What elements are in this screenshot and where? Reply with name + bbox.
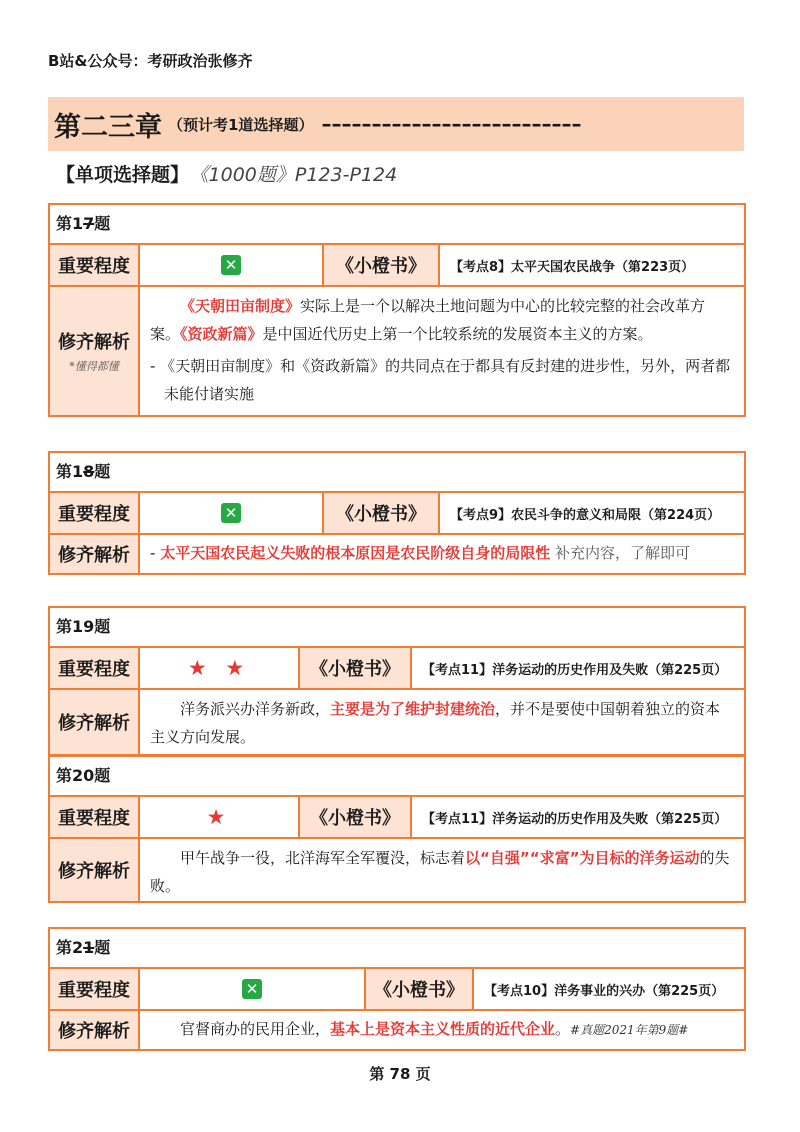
star-icon: ★ [206,805,232,829]
exam-tag: #真题2021年第9题# [570,1023,689,1037]
analysis-label: 修齐解析 *懂得都懂 [50,287,140,415]
analysis-text: 甲午战争一役，北洋海军全军覆没，标志着以“自强”“求富”为目标的洋务运动的失败。 [150,849,730,895]
importance-value [140,648,300,688]
analysis-text: 洋务派兴办洋务新政，主要是为了维护封建统治，并不是要使中国朝着独立的资本主义方向发展。 [150,700,721,746]
book-label: 《小橙书》 [366,969,474,1009]
importance-row [50,493,744,535]
question-title: 第17题 [50,205,744,245]
page-number: 第 78 页 [369,1065,431,1083]
topic-reference: 【考点10】洋务事业的兴办（第225页） [484,983,725,999]
importance-row [50,797,744,839]
analysis-text: 《天朝田亩制度》实际上是一个以解决土地问题为中心的比较完整的社会改革方案。《资政新篇》是中国近代历史上第一个比较系统的发展资本主义的方案。 - 《天朝田亩制度》和《资政新篇》的共同点在于都具有反封建的进步性，另外，两者都未能付诸实施 [150,297,731,403]
chapter-header [48,97,744,151]
cross-mark-icon: ✕ [221,255,241,275]
importance-value [140,245,324,285]
importance-label: 重要程度 [50,797,140,837]
star-icon: ★ ★ [187,656,251,680]
analysis-label: 修齐解析 [50,1011,140,1049]
importance-row [50,245,744,287]
question-20-block [48,755,746,903]
chapter-note: （预计考1道选择题） [168,115,314,134]
section-reference: 《1000题》P123-P124 [199,164,398,186]
importance-label: 重要程度 [50,493,140,533]
book-label: 《小橙书》 [300,797,412,837]
importance-label: 重要程度 [50,245,140,285]
source-header: B站&公众号：考研政治张修齐 [48,52,253,70]
topic-reference: 【考点8】太平天国农民战争（第223页） [450,259,695,275]
analysis-text: - 太平天国农民起义失败的根本原因是农民阶级自身的局限性 补充内容，了解即可 [150,544,690,562]
question-title: 第21题 [50,929,744,969]
question-title: 第20题 [50,757,744,797]
cross-mark-icon: ✕ [221,503,241,523]
importance-row [50,648,744,690]
analysis-label: 修齐解析 [50,839,140,901]
chapter-title: 第二三章 [54,111,162,143]
question-19-block [48,606,746,756]
importance-label: 重要程度 [50,969,140,1009]
topic-reference: 【考点11】洋务运动的历史作用及失败（第225页） [422,811,728,827]
importance-value [140,493,324,533]
section-heading [56,160,397,187]
importance-row [50,969,744,1011]
importance-value [140,797,300,837]
question-17-block [48,203,746,417]
analysis-label: 修齐解析 [50,535,140,573]
analysis-text: 官督商办的民用企业，基本上是资本主义性质的近代企业。#真题2021年第9题# [180,1020,689,1038]
analysis-row [50,287,744,415]
analysis-note: *懂得都懂 [69,360,119,373]
question-title: 第19题 [50,608,744,648]
chapter-dash-line: –––––––––––––––––––––––––– [321,112,582,136]
topic-reference: 【考点11】洋务运动的历史作用及失败（第225页） [422,662,728,678]
importance-label: 重要程度 [50,648,140,688]
book-label: 《小橙书》 [300,648,412,688]
section-label: 【单项选择题】 [56,164,190,186]
question-18-block [48,451,746,575]
analysis-row [50,839,744,901]
question-title: 第18题 [50,453,744,493]
analysis-row [50,690,744,754]
importance-value [140,969,366,1009]
analysis-row [50,1011,744,1049]
question-21-block [48,927,746,1051]
book-label: 《小橙书》 [324,245,440,285]
book-label: 《小橙书》 [324,493,440,533]
cross-mark-icon: ✕ [242,979,262,999]
analysis-label: 修齐解析 [50,690,140,754]
analysis-row [50,535,744,573]
topic-reference: 【考点9】农民斗争的意义和局限（第224页） [450,507,721,523]
